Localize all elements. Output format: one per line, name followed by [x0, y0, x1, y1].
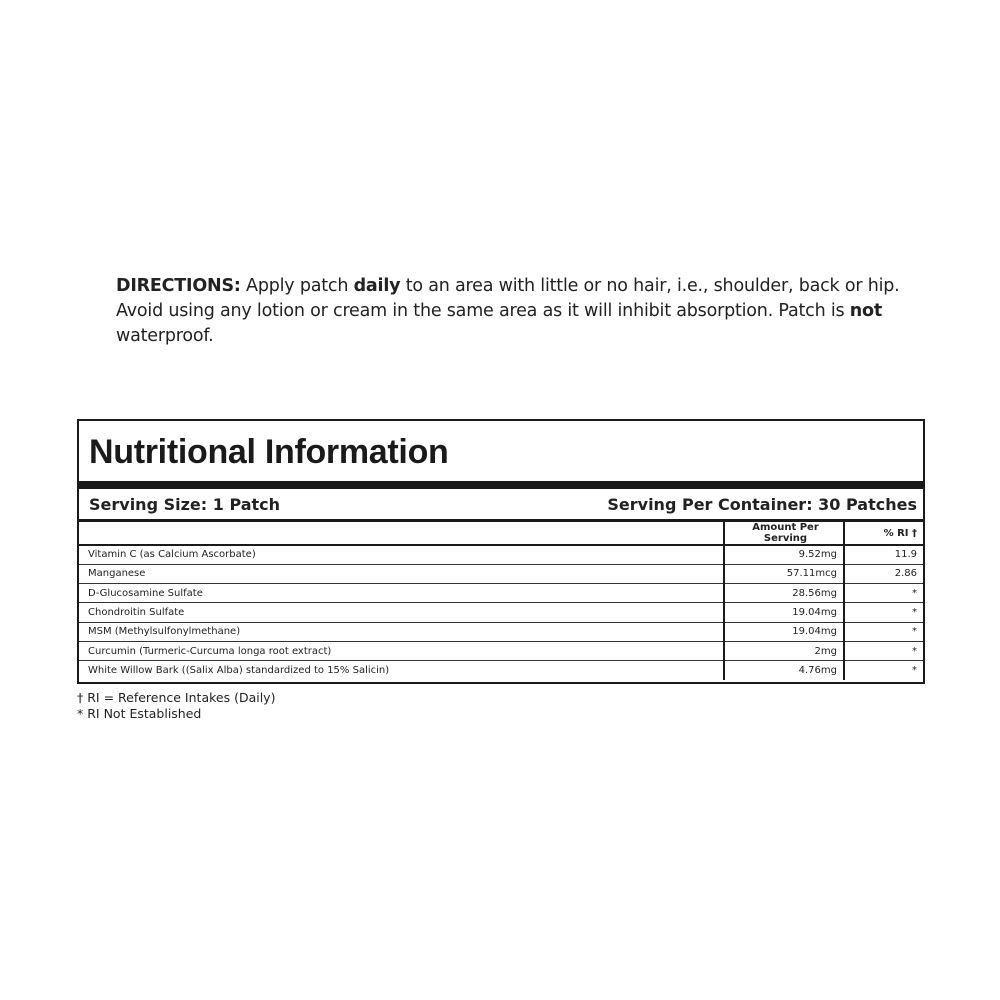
directions-text-1: Apply patch [240, 276, 354, 296]
serving-row [79, 489, 923, 519]
serving-per-container: Serving Per Container: 30 Patches [607, 495, 917, 514]
directions-text [116, 274, 916, 349]
directions-bold-daily: daily [353, 276, 401, 296]
table-header-row [79, 522, 923, 545]
header-name [79, 522, 724, 545]
nutrient-ri: 2.86 [844, 564, 923, 583]
thick-divider [79, 481, 923, 489]
nutrient-table [79, 522, 923, 680]
nutrient-name: White Willow Bark ((Salix Alba) standardized to 15% Salicin) [88, 665, 390, 677]
nutrient-name: MSM (Methylsulfonylmethane) [79, 622, 724, 641]
nutrient-amount: 4.76mg [724, 661, 844, 680]
footnote-not-established: * RI Not Established [77, 706, 202, 721]
nutrient-ri: * [844, 641, 923, 660]
nutrient-amount: 2mg [724, 641, 844, 660]
nutrient-ri: * [844, 584, 923, 603]
nutrient-amount: 57.11mcg [724, 564, 844, 583]
nutrient-name: D-Glucosamine Sulfate [79, 584, 724, 603]
nutrient-amount: 19.04mg [724, 622, 844, 641]
table-row [79, 641, 923, 660]
footnotes [77, 690, 275, 722]
table-row [79, 622, 923, 641]
table-row [79, 564, 923, 583]
nutrient-ri: * [844, 622, 923, 641]
nutrient-name: Curcumin (Turmeric-Curcuma longa root extract) [79, 641, 724, 660]
serving-size: Serving Size: 1 Patch [89, 495, 281, 514]
table-row [79, 584, 923, 603]
nutrient-amount: 28.56mg [724, 584, 844, 603]
directions-label: DIRECTIONS: [116, 276, 241, 296]
nutrient-name: Vitamin C (as Calcium Ascorbate) [79, 545, 724, 564]
nutrient-amount: 9.52mg [724, 545, 844, 564]
nutrition-panel [77, 419, 925, 684]
nutrient-ri: 11.9 [844, 545, 923, 564]
nutrient-amount: 19.04mg [724, 603, 844, 622]
nutrient-ri: * [844, 661, 923, 680]
directions-text-2: to an area with little or no hair, i.e., shoulder, back or hip. Avoid using any lotion or cream in the same area as it will inhibit absorption. Patch is [116, 276, 900, 321]
panel-title: Nutritional Information [89, 433, 449, 471]
table-row [79, 661, 923, 680]
nutrient-ri: * [844, 603, 923, 622]
nutrient-name: Manganese [79, 564, 724, 583]
header-amount: Amount Per Serving [724, 522, 844, 545]
directions-bold-not: not [849, 301, 883, 321]
table-row [79, 603, 923, 622]
nutrient-name: Chondroitin Sulfate [79, 603, 724, 622]
table-row [79, 545, 923, 564]
header-ri: % RI † [844, 522, 923, 545]
footnote-ri-definition: † RI = Reference Intakes (Daily) [77, 690, 276, 705]
directions-text-3: waterproof. [116, 326, 214, 346]
